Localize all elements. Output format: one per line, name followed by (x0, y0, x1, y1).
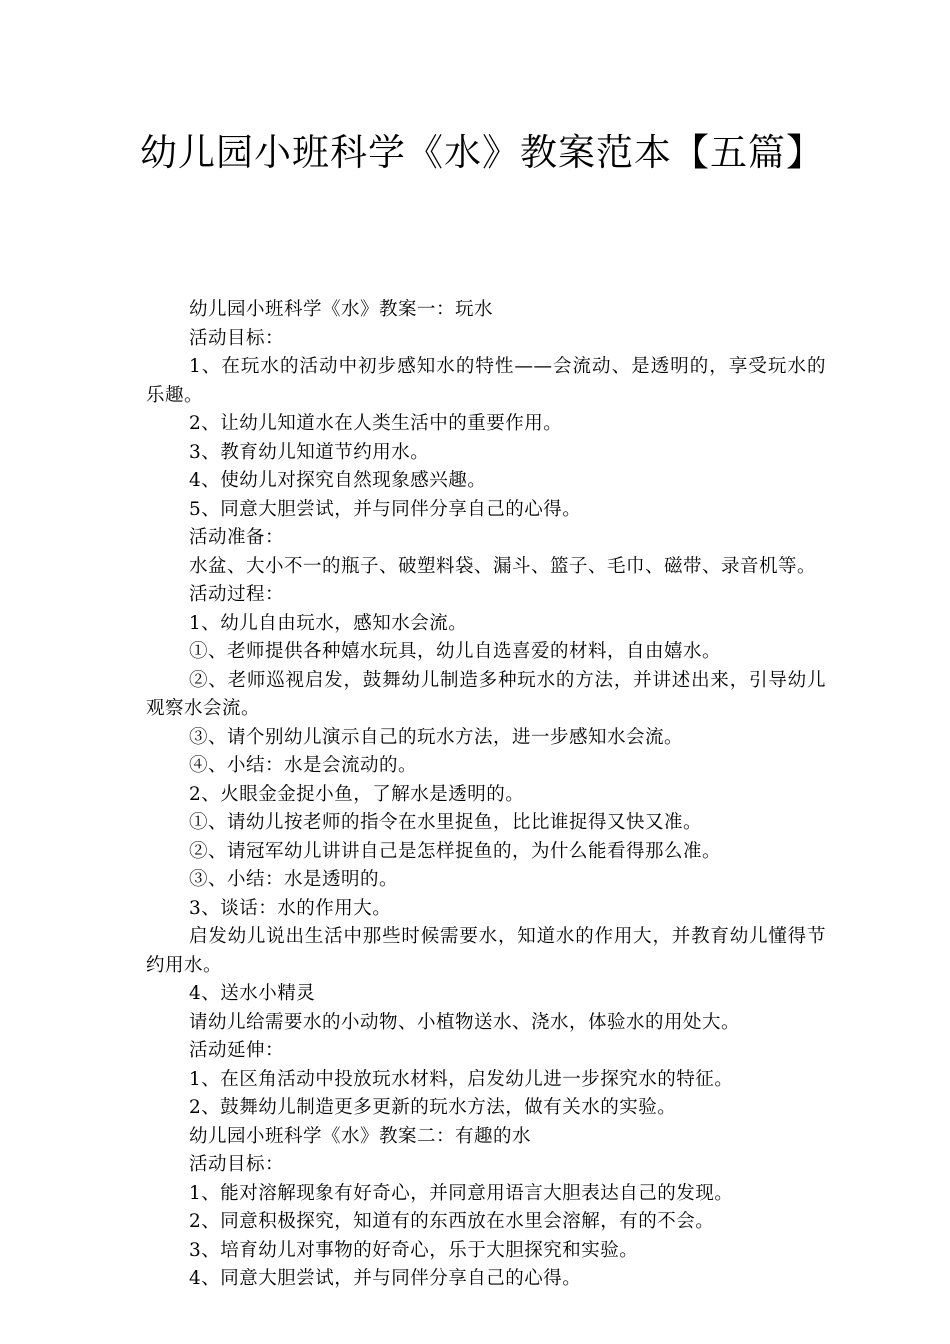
paragraph: 1、幼儿自由玩水，感知水会流。 (189, 612, 468, 634)
paragraph: ②、请冠军幼儿讲讲自己是怎样捉鱼的，为什么能看得那么准。 (189, 840, 722, 862)
paragraph: ③、请个别幼儿演示自己的玩水方法，进一步感知水会流。 (189, 726, 684, 748)
paragraph: 1、能对溶解现象有好奇心，并同意用语言大胆表达自己的发现。 (189, 1182, 734, 1204)
paragraph: ①、请幼儿按老师的指令在水里捉鱼，比比谁捉得又快又准。 (189, 812, 703, 833)
paragraph: ①、老师提供各种嬉水玩具，幼儿自选喜爱的材料，自由嬉水。 (189, 641, 722, 662)
paragraph: 2、让幼儿知道水在人类生活中的重要作用。 (189, 413, 563, 434)
paragraph: 请幼儿给需要水的小动物、小植物送水、浇水，体验水的用处大。 (189, 1011, 741, 1033)
paragraph: 2、火眼金金捉小鱼，了解水是透明的。 (189, 783, 525, 805)
paragraph: 活动目标： (189, 327, 285, 349)
paragraph: 启发幼儿说出生活中那些时候需要水，知道水的作用大，并教育幼儿懂得节约用水。 (146, 926, 826, 976)
paragraph: 1、在玩水的活动中初步感知水的特性——会流动、是透明的，享受玩水的乐趣。 (146, 356, 826, 406)
paragraph: 幼儿园小班科学《水》教案一：玩水 (189, 299, 494, 320)
paragraph: 活动目标： (189, 1154, 285, 1175)
paragraph: 活动过程： (189, 584, 285, 605)
paragraph: 3、谈话：水的作用大。 (189, 897, 392, 919)
paragraph: ②、老师巡视启发，鼓舞幼儿制造多种玩水的方法，并讲述出来，引导幼儿观察水会流。 (146, 669, 826, 719)
paragraph: 2、鼓舞幼儿制造更多更新的玩水方法，做有关水的实验。 (189, 1097, 677, 1118)
paragraph: 4、同意大胆尝试，并与同伴分享自己的心得。 (189, 1268, 582, 1289)
document-body (146, 296, 826, 1294)
paragraph: 3、培育幼儿对事物的好奇心，乐于大胆探究和实验。 (189, 1239, 639, 1261)
paragraph: 活动准备： (189, 527, 285, 548)
paragraph: 活动延伸： (189, 1040, 285, 1061)
paragraph: 1、在区角活动中投放玩水材料，启发幼儿进一步探究水的特征。 (189, 1068, 734, 1090)
document-title: 幼儿园小班科学《水》教案范本【五篇】 (140, 131, 824, 174)
paragraph: 3、教育幼儿知道节约用水。 (189, 441, 430, 463)
paragraph: 5、同意大胆尝试，并与同伴分享自己的心得。 (189, 498, 582, 520)
paragraph: 4、送水小精灵 (189, 983, 316, 1004)
paragraph: 2、同意积极探究，知道有的东西放在水里会溶解，有的不会。 (189, 1211, 715, 1232)
paragraph: 幼儿园小班科学《水》教案二：有趣的水 (189, 1125, 532, 1147)
paragraph: ③、小结：水是透明的。 (189, 869, 399, 890)
paragraph: ④、小结：水是会流动的。 (189, 755, 418, 776)
paragraph: 4、使幼儿对探究自然现象感兴趣。 (189, 470, 487, 491)
paragraph: 水盆、大小不一的瓶子、破塑料袋、漏斗、篮子、毛巾、磁带、录音机等。 (189, 555, 817, 577)
